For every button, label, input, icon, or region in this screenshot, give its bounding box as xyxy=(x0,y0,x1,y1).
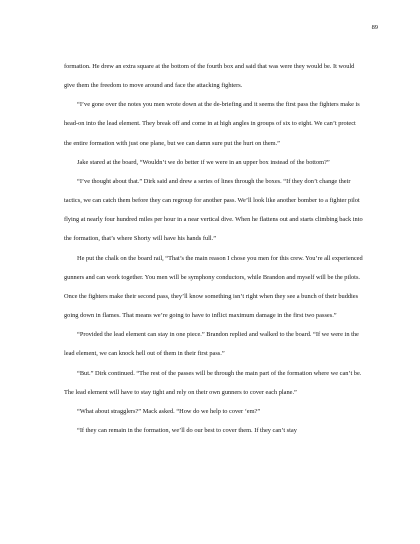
paragraph: He put the chalk on the board rail, “That’s the main reason I chose you men for this crew. You’re all experienced gunners and can work together. You men will be symphony conductors, while Brandon and myself will be the pilots. Once the fighters make their second pass, they’ll know something isn’t right when they see a bunch of their buddies going down in flames. That means we’re going to have to inflict maximum damage in the first two passes.” xyxy=(64,254,363,320)
paragraph: “But.” Dirk continued. “The rest of the passes will be through the main part of the formation where we can’t be. The lead element will have to stay tight and rely on their own gunners to cover each plane.” xyxy=(64,369,362,396)
paragraph: “If they can remain in the formation, we’ll do our best to cover them. If they can’t stay xyxy=(77,426,297,434)
paragraph: “I’ve gone over the notes you men wrote down at the de-briefing and it seems the first pass the fighters make is head-on into the lead element. They break off and come in at high angles in groups of six to eight. We can’t protect the entire formation with just one plane, but we can damn sure put the hurt on them.” xyxy=(64,101,360,147)
page-number: 89 xyxy=(371,24,378,31)
paragraph: formation. He drew an extra square at the bottom of the fourth box and said that was were they would be. It would give them the freedom to move around and face the attacking fighters. xyxy=(64,63,355,90)
paragraph: “What about stragglers?” Mack asked. “How do we help to cover ‘em?” xyxy=(77,407,261,415)
paragraph: Jake stared at the board, “Wouldn’t we do better if we were in an upper box instead of the bottom?” xyxy=(77,158,330,166)
paragraph: “I’ve thought about that.” Dirk said and drew a series of lines through the boxes. “If they don’t change their tactics, we can catch them before they can regroup for another pass. We’ll look like another bomber to a fighter pilot flying at nearly four hundred miles per hour in a near vertical dive. When he flattens out and starts climbing back into the formation, that’s where Shorty will have his hands full.” xyxy=(64,177,363,243)
paragraph: “Provided the lead element can stay in one piece.” Brandon replied and walked to the board. “If we were in the lead element, we can knock hell out of them in their first pass.” xyxy=(64,331,359,358)
body-text xyxy=(64,57,364,440)
